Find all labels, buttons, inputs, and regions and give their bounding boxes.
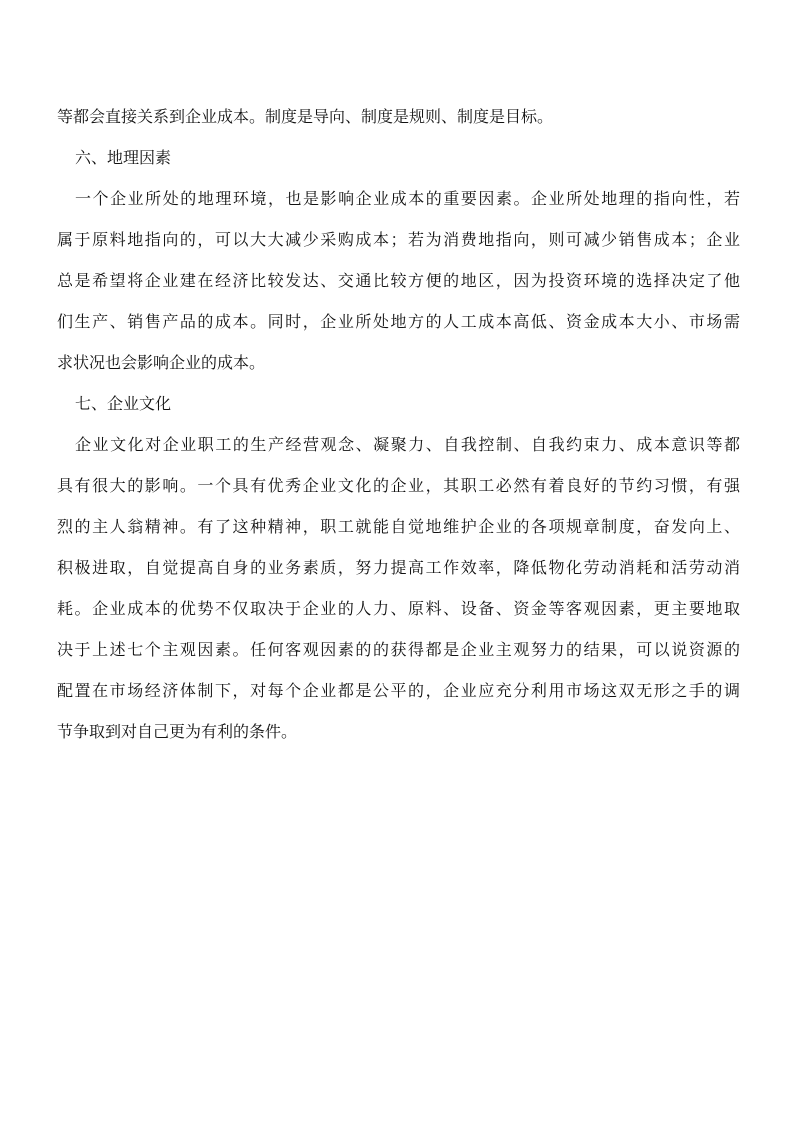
spacer xyxy=(57,133,740,142)
paragraph-line: 配置在市场经济体制下，对每个企业都是公平的，企业应充分利用市场这双无形之手的调 xyxy=(57,681,740,700)
paragraph-line: 积极进取，自觉提高自身的业务素质，努力提高工作效率，降低物化劳动消耗和活劳动消 xyxy=(57,558,740,577)
paragraph-line: 决于上述七个主观因素。任何客观因素的的获得都是企业主观努力的结果，可以说资源的 xyxy=(57,640,740,659)
intro-line: 等都会直接关系到企业成本。制度是导向、制度是规则、制度是目标。 xyxy=(57,107,554,126)
spacer xyxy=(57,584,740,593)
spacer xyxy=(57,461,740,470)
spacer xyxy=(57,338,740,347)
paragraph-line: 一个企业所处的地理环境，也是影响企业成本的重要因素。企业所处地理的指向性，若 xyxy=(75,189,740,208)
section-7-paragraph xyxy=(57,429,740,748)
spacer xyxy=(57,543,740,552)
spacer xyxy=(57,666,740,675)
paragraph-line: 具有很大的影响。一个具有优秀企业文化的企业，其职工必然有着良好的节约习惯，有强 xyxy=(57,476,740,495)
section-heading-6: 六、地理因素 xyxy=(75,148,172,167)
section-6-paragraph xyxy=(57,183,740,379)
paragraph-line: 耗。企业成本的优势不仅取决于企业的人力、原料、设备、资金等客观因素，更主要地取 xyxy=(57,599,740,618)
document-body xyxy=(57,101,740,748)
paragraph-line: 烈的主人翁精神。有了这种精神，职工就能自觉地维护企业的各项规章制度，奋发向上、 xyxy=(57,517,740,536)
section-heading-7: 七、企业文化 xyxy=(75,394,172,413)
spacer xyxy=(57,707,740,716)
spacer xyxy=(57,625,740,634)
spacer xyxy=(57,502,740,511)
spacer xyxy=(57,379,740,388)
spacer xyxy=(57,256,740,265)
spacer xyxy=(57,215,740,224)
paragraph-line: 总是希望将企业建在经济比较发达、交通比较方便的地区，因为投资环境的选择决定了他 xyxy=(57,271,740,290)
spacer xyxy=(57,297,740,306)
spacer xyxy=(57,174,740,183)
paragraph-line: 节争取到对自己更为有利的条件。 xyxy=(57,722,298,741)
paragraph-line: 们生产、销售产品的成本。同时，企业所处地方的人工成本高低、资金成本大小、市场需 xyxy=(57,312,740,331)
paragraph-line: 企业文化对企业职工的生产经营观念、凝聚力、自我控制、自我约束力、成本意识等都 xyxy=(75,435,740,454)
spacer xyxy=(57,420,740,429)
paragraph-line: 求状况也会影响企业的成本。 xyxy=(57,353,266,372)
paragraph-line: 属于原料地指向的，可以大大减少采购成本；若为消费地指向，则可减少销售成本；企业 xyxy=(57,230,740,249)
